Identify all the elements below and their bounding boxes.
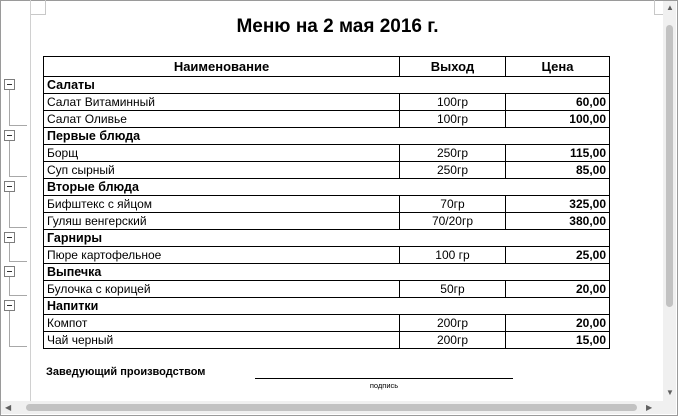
item-name: Салат Витаминный bbox=[44, 94, 400, 111]
collapse-group-icon[interactable] bbox=[4, 300, 15, 311]
menu-item-row bbox=[44, 196, 610, 213]
group-bracket-end bbox=[9, 176, 27, 177]
column-header-name: Наименование bbox=[44, 57, 400, 77]
category-name: Выпечка bbox=[44, 264, 610, 281]
item-output: 100гр bbox=[400, 94, 506, 111]
collapse-group-icon[interactable] bbox=[4, 232, 15, 243]
item-output: 70/20гр bbox=[400, 213, 506, 230]
category-row bbox=[44, 179, 610, 196]
item-price: 100,00 bbox=[506, 111, 610, 128]
menu-table bbox=[43, 56, 610, 349]
item-output: 100 гр bbox=[400, 247, 506, 264]
item-price: 20,00 bbox=[506, 315, 610, 332]
group-bracket-line bbox=[9, 243, 10, 261]
item-price: 25,00 bbox=[506, 247, 610, 264]
category-row bbox=[44, 264, 610, 281]
menu-item-row bbox=[44, 111, 610, 128]
group-bracket-line bbox=[9, 311, 10, 346]
item-price: 115,00 bbox=[506, 145, 610, 162]
page-title: Меню на 2 мая 2016 г. bbox=[236, 16, 439, 37]
collapse-group-icon[interactable] bbox=[4, 130, 15, 141]
item-output: 200гр bbox=[400, 332, 506, 349]
collapse-group-icon[interactable] bbox=[4, 266, 15, 277]
item-output: 200гр bbox=[400, 315, 506, 332]
group-tree-gutter bbox=[1, 1, 31, 401]
menu-item-row bbox=[44, 315, 610, 332]
item-name: Компот bbox=[44, 315, 400, 332]
item-price: 60,00 bbox=[506, 94, 610, 111]
collapse-group-icon[interactable] bbox=[4, 181, 15, 192]
item-output: 250гр bbox=[400, 162, 506, 179]
column-header-price: Цена bbox=[506, 57, 610, 77]
item-price: 380,00 bbox=[506, 213, 610, 230]
page-corner-marker-left bbox=[31, 0, 46, 15]
column-header-output: Выход bbox=[400, 57, 506, 77]
category-row bbox=[44, 77, 610, 94]
menu-item-row bbox=[44, 94, 610, 111]
scroll-up-icon[interactable]: ▲ bbox=[666, 3, 674, 12]
table-header-row bbox=[44, 57, 610, 77]
group-bracket-line bbox=[9, 192, 10, 227]
vertical-scroll-thumb[interactable] bbox=[666, 25, 673, 307]
item-name: Суп сырный bbox=[44, 162, 400, 179]
group-bracket-end bbox=[9, 261, 27, 262]
group-bracket-end bbox=[9, 125, 27, 126]
item-name: Пюре картофельное bbox=[44, 247, 400, 264]
signature-line bbox=[255, 378, 513, 379]
category-name: Первые блюда bbox=[44, 128, 610, 145]
item-output: 100гр bbox=[400, 111, 506, 128]
item-price: 85,00 bbox=[506, 162, 610, 179]
page-left-edge bbox=[30, 0, 31, 401]
menu-table-body bbox=[44, 77, 610, 349]
item-name: Чай черный bbox=[44, 332, 400, 349]
menu-item-row bbox=[44, 213, 610, 230]
item-name: Борщ bbox=[44, 145, 400, 162]
category-row bbox=[44, 128, 610, 145]
category-row bbox=[44, 230, 610, 247]
item-output: 70гр bbox=[400, 196, 506, 213]
item-name: Гуляш венгерский bbox=[44, 213, 400, 230]
scroll-right-icon[interactable]: ▶ bbox=[646, 403, 653, 412]
horizontal-scroll-thumb[interactable] bbox=[26, 404, 637, 411]
collapse-group-icon[interactable] bbox=[4, 79, 15, 90]
menu-item-row bbox=[44, 162, 610, 179]
category-name: Напитки bbox=[44, 298, 610, 315]
category-name: Салаты bbox=[44, 77, 610, 94]
menu-item-row bbox=[44, 281, 610, 298]
group-bracket-line bbox=[9, 141, 10, 176]
item-output: 50гр bbox=[400, 281, 506, 298]
group-bracket-line bbox=[9, 277, 10, 295]
item-name: Салат Оливье bbox=[44, 111, 400, 128]
item-price: 15,00 bbox=[506, 332, 610, 349]
item-name: Булочка с корицей bbox=[44, 281, 400, 298]
scroll-down-icon[interactable]: ▼ bbox=[666, 388, 674, 397]
menu-item-row bbox=[44, 332, 610, 349]
item-price: 325,00 bbox=[506, 196, 610, 213]
signature-caption: подпись bbox=[369, 381, 399, 390]
category-name: Гарниры bbox=[44, 230, 610, 247]
group-bracket-line bbox=[9, 90, 10, 125]
category-name: Вторые блюда bbox=[44, 179, 610, 196]
group-bracket-end bbox=[9, 295, 27, 296]
item-name: Бифштекс с яйцом bbox=[44, 196, 400, 213]
group-bracket-end bbox=[9, 227, 27, 228]
signature-label: Заведующий производством bbox=[46, 366, 206, 378]
group-bracket-end bbox=[9, 346, 27, 347]
scroll-left-icon[interactable]: ◀ bbox=[5, 403, 12, 412]
menu-item-row bbox=[44, 247, 610, 264]
item-output: 250гр bbox=[400, 145, 506, 162]
item-price: 20,00 bbox=[506, 281, 610, 298]
category-row bbox=[44, 298, 610, 315]
menu-item-row bbox=[44, 145, 610, 162]
